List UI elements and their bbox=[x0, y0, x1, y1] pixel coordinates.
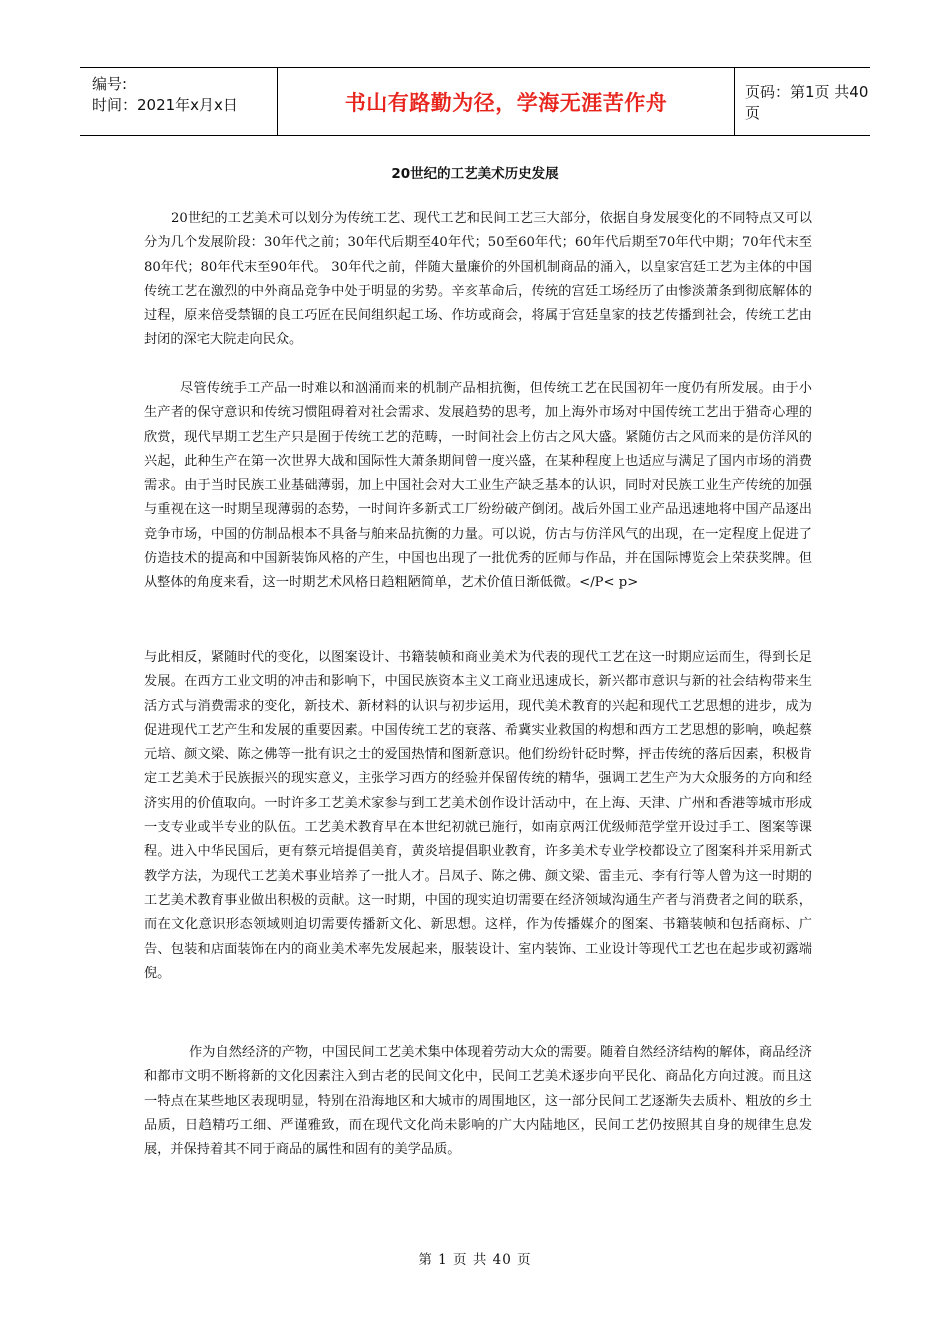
document-number-label: 编号: bbox=[92, 75, 128, 93]
document-title: 20世纪的工艺美术历史发展 bbox=[391, 166, 559, 182]
body-paragraph-4: 作为自然经济的产物，中国民间工艺美术集中体现着劳动大众的需要。随着自然经济结构的解体，商品经济和都市文明不断将新的文化因素注入到古老的民间文化中，民间工艺美术逐步向平民化、商品化方向过渡。而且这一特点在某些地区表现明显，特别在沿海地区和大城市的周围地区，这一部分民间工艺逐渐失去质朴、粗放的乡土品质，日趋精巧工细、严谨雅致，而在现代文化尚未影响的广大内陆地区，民间工艺仍按照其自身的规律生息发展，并保持着其不同于商品的属性和固有的美学品质。 bbox=[144, 1045, 812, 1158]
page-footer: 第 1 页 共 40 页 bbox=[418, 1252, 532, 1268]
body-paragraph-3: 与此相反，紧随时代的变化，以图案设计、书籍装帧和商业美术为代表的现代工艺在这一时期应运而生，得到长足发展。在西方工业文明的冲击和影响下，中国民族资本主义工商业迅速成长，新兴都市意识与新的社会结构带来生活方式与消费需求的变化，新技术、新材料的认识与初步运用，现代美术教育的兴起和现代工艺思想的进步，成为促进现代工艺产生和发展的重要因素。中国传统工艺的衰落、希冀实业救国的构想和西方工艺思想的影响，唤起蔡元培、颜文梁、陈之佛等一批有识之士的爱国热情和图新意识。他们纷纷针砭时弊，抨击传统的落后因素，积极肯定工艺美术于民族振兴的现实意义，主张学习西方的经验并保留传统的精华，强调工艺生产为大众服务的方向和经济实用的价值取向。一时许多工艺美术家参与到工艺美术创作设计活动中，在上海、天津、广州和香港等城市形成一支专业或半专业的队伍。工艺美术教育早在本世纪初就已施行，如南京两江优级师范学堂开设过手工、图案等课程。进入中华民国后，更有蔡元培提倡美育，黄炎培提倡职业教育，许多美术专业学校都设立了图案科并采用新式教学方法，为现代工艺美术事业培养了一批人才。吕凤子、陈之佛、颜文梁、雷圭元、李有行等人曾为这一时期的工艺美术教育事业做出积极的贡献。这一时期，中国的现实迫切需要在经济领域沟通生产者与消费者之间的联系，而在文化意识形态领域则迫切需要传播新文化、新思想。这样，作为传播媒介的图案、书籍装帧和包括商标、广告、包装和店面装饰在内的商业美术率先发展起来，服装设计、室内装饰、工业设计等现代工艺也在起步或初露端倪。 bbox=[144, 650, 812, 981]
body-paragraph-2: 尽管传统手工产品一时难以和汹涌而来的机制产品相抗衡，但传统工艺在民国初年一度仍有所发展。由于小生产者的保守意识和传统习惯阻碍着对社会需求、发展趋势的思考，加上海外市场对中国传统工艺出于猎奇心理的欣赏，现代早期工艺生产只是囿于传统工艺的范畴，一时间社会上仿古之风大盛。紧随仿古之风而来的是仿洋风的兴起，此种生产在第一次世界大战和国际性大萧条期间曾一度兴盛，在某种程度上也适应与满足了国内市场的消费需求。由于当时民族工业基础薄弱，加上中国社会对大工业生产缺乏基本的认识，同时对民族工业生产传统的加强与重视在这一时期呈现薄弱的态势，一时间许多新式工厂纷纷破产倒闭。战后外国工业产品迅速地将中国产品逐出竞争市场，中国的仿制品根本不具备与舶来品抗衡的力量。可以说，仿古与仿洋风气的出现，在一定程度上促进了仿造技术的提高和中国新装饰风格的产生，中国也出现了一批优秀的匠师与作品，并在国际博览会上荣获奖牌。但从整体的角度来看，这一时期艺术风格日趋粗陋简单，艺术价值日渐低微。</P< p> bbox=[144, 381, 812, 591]
document-date-label: 时间：2021年x月x日 bbox=[92, 96, 238, 114]
body-paragraph-1: 20世纪的工艺美术可以划分为传统工艺、现代工艺和民间工艺三大部分，依据自身发展变化的不同特点又可以分为几个发展阶段：30年代之前；30年代后期至40年代；50至60年代；60年代后期至70年代中期；70年代末至80年代；80年代末至90年代。 30年代之前，伴随大量廉价的外国机制商品的涌入，以皇家宫廷工艺为主体的中国传统工艺在激烈的中外商品竞争中处于明显的劣势。辛亥革命后，传统的宫廷工场经历了由惨淡萧条到彻底解体的过程，原来倍受禁锢的良工巧匠在民间组织起工场、作坊或商会，将属于宫廷皇家的技艺传播到社会，传统工艺由封闭的深宅大院走向民众。 bbox=[144, 211, 812, 348]
header-meta-cell bbox=[80, 68, 278, 135]
header-page-info: 页码：第1页 共40页 bbox=[745, 82, 869, 122]
header-motto: 书山有路勤为径，学海无涯苦作舟 bbox=[278, 68, 735, 135]
document-header bbox=[80, 67, 870, 136]
